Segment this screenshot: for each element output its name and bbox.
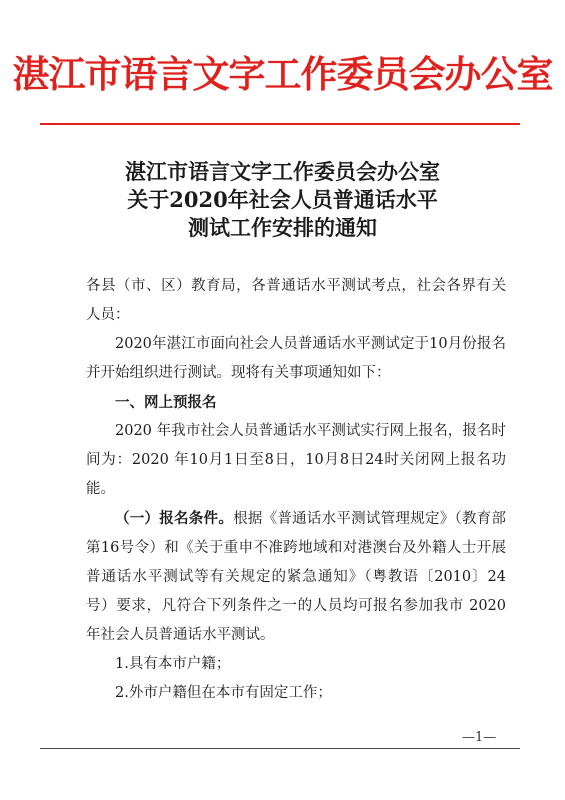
list-item-1: 1.具有本市户籍；	[115, 656, 231, 672]
title-line-1: 湛江市语言文字工作委员会办公室	[125, 159, 440, 184]
section-1-paragraph: 2020 年我市社会人员普通话水平测试实行网上报名，报名时间为：2020 年10月1日至8日，10月8日24时关闭网上报名功能。	[86, 423, 506, 497]
list-item-2: 2.外市户籍但在本市有固定工作；	[115, 685, 332, 701]
sub-section-1-paragraph	[86, 504, 506, 650]
intro-paragraph: 2020年湛江市面向社会人员普通话水平测试定于10月份报名并开始组织进行测试。现将有关事项通知如下：	[86, 336, 506, 381]
page-number: —1—	[462, 730, 497, 745]
red-divider-line	[40, 123, 520, 125]
org-header-title: 湛江市语言文字工作委员会办公室	[12, 52, 553, 96]
document-title	[0, 158, 565, 242]
title-line-3: 测试工作安排的通知	[188, 215, 377, 240]
sub-section-1-label: （一）报名条件。	[115, 510, 234, 527]
document-body	[86, 272, 506, 708]
footer-divider-line	[40, 748, 520, 749]
salutation: 各县（市、区）教育局，各普通话水平测试考点，社会各界有关人员：	[86, 278, 506, 323]
title-line-2: 关于2020年社会人员普通话水平	[127, 187, 438, 212]
section-1-heading: 一、网上预报名	[115, 394, 217, 411]
sub-section-1-text: 根据《普通话水平测试管理规定》（教育部第16号令）和《关于重申不准跨地域和对港澳台及外籍人士开展普通话水平测试等有关规定的紧急通知》（粤教语〔2010〕24 号）要求，凡符合下列条件之一的人员均可报名参加我市 2020 年社会人员普通话水平测试。	[86, 511, 506, 643]
